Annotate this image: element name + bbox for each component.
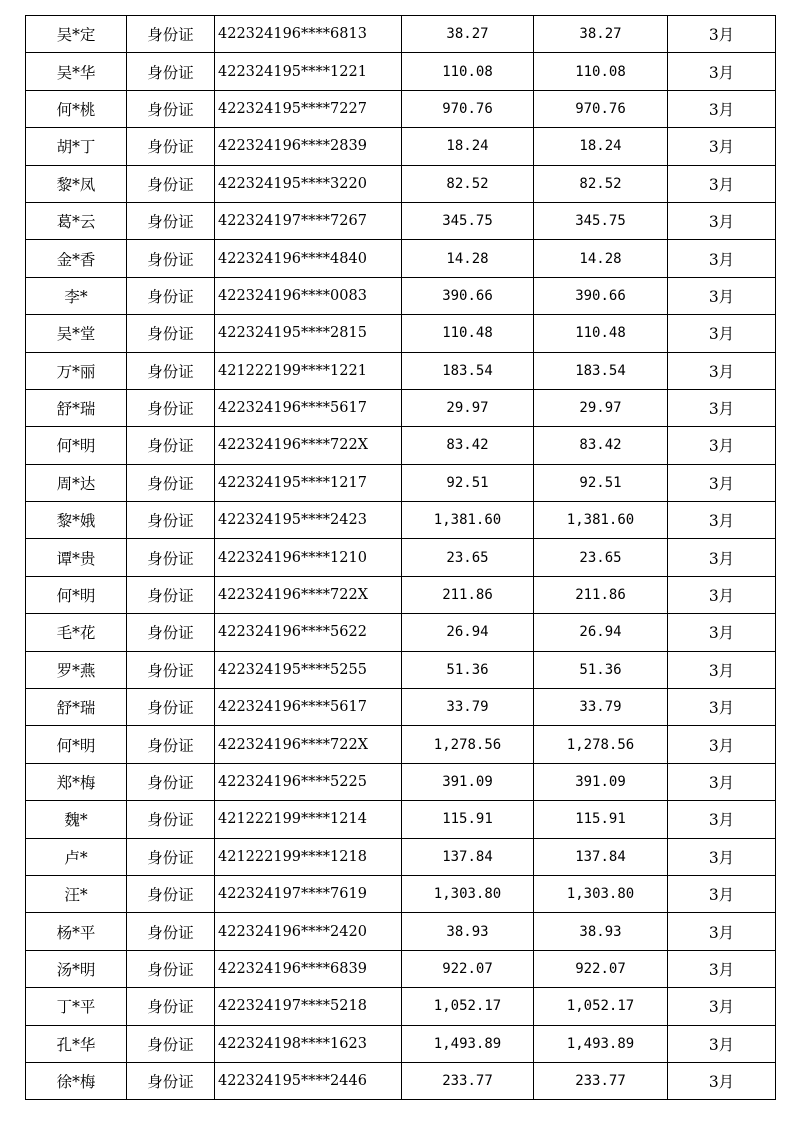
id-type-cell: 身份证 xyxy=(127,726,215,763)
amount-cell: 115.91 xyxy=(402,801,534,838)
table-row xyxy=(26,352,776,389)
id-type-cell: 身份证 xyxy=(127,763,215,800)
subsidy-amount-cell: 83.42 xyxy=(534,427,668,464)
amount-cell: 82.52 xyxy=(402,165,534,202)
name-cell: 毛*花 xyxy=(26,614,127,651)
month-cell: 3月 xyxy=(668,726,776,763)
subsidy-amount-cell: 345.75 xyxy=(534,202,668,239)
amount-cell: 1,303.80 xyxy=(402,875,534,912)
month-cell: 3月 xyxy=(668,165,776,202)
table-row xyxy=(26,202,776,239)
month-cell: 3月 xyxy=(668,277,776,314)
amount-cell: 92.51 xyxy=(402,464,534,501)
id-type-cell: 身份证 xyxy=(127,689,215,726)
subsidy-amount-cell: 233.77 xyxy=(534,1062,668,1099)
id-type-cell: 身份证 xyxy=(127,389,215,426)
subsidy-amount-cell: 18.24 xyxy=(534,128,668,165)
id-number-cell: 422324195****2423 xyxy=(215,502,402,539)
amount-cell: 38.93 xyxy=(402,913,534,950)
id-type-cell: 身份证 xyxy=(127,1025,215,1062)
id-number-cell: 422324198****1623 xyxy=(215,1025,402,1062)
subsidy-amount-cell: 1,052.17 xyxy=(534,988,668,1025)
amount-cell: 33.79 xyxy=(402,689,534,726)
name-cell: 郑*梅 xyxy=(26,763,127,800)
name-cell: 杨*平 xyxy=(26,913,127,950)
id-type-cell: 身份证 xyxy=(127,950,215,987)
month-cell: 3月 xyxy=(668,950,776,987)
name-cell: 卢* xyxy=(26,838,127,875)
month-cell: 3月 xyxy=(668,1025,776,1062)
id-number-cell: 422324197****7267 xyxy=(215,202,402,239)
subsidy-amount-cell: 390.66 xyxy=(534,277,668,314)
month-cell: 3月 xyxy=(668,689,776,726)
name-cell: 魏* xyxy=(26,801,127,838)
id-number-cell: 421222199****1221 xyxy=(215,352,402,389)
id-number-cell: 422324196****1210 xyxy=(215,539,402,576)
month-cell: 3月 xyxy=(668,53,776,90)
id-number-cell: 421222199****1218 xyxy=(215,838,402,875)
month-cell: 3月 xyxy=(668,539,776,576)
id-number-cell: 422324195****2815 xyxy=(215,315,402,352)
subsidy-amount-cell: 391.09 xyxy=(534,763,668,800)
table-row xyxy=(26,1062,776,1099)
id-type-cell: 身份证 xyxy=(127,315,215,352)
table-row xyxy=(26,651,776,688)
name-cell: 舒*瑞 xyxy=(26,389,127,426)
name-cell: 何*明 xyxy=(26,726,127,763)
id-type-cell: 身份证 xyxy=(127,502,215,539)
table-row xyxy=(26,165,776,202)
subsidy-amount-cell: 29.97 xyxy=(534,389,668,426)
subsidy-amount-cell: 51.36 xyxy=(534,651,668,688)
subsidy-amount-cell: 92.51 xyxy=(534,464,668,501)
subsidy-amount-cell: 14.28 xyxy=(534,240,668,277)
amount-cell: 1,493.89 xyxy=(402,1025,534,1062)
amount-cell: 970.76 xyxy=(402,90,534,127)
amount-cell: 922.07 xyxy=(402,950,534,987)
name-cell: 葛*云 xyxy=(26,202,127,239)
subsidy-amount-cell: 38.27 xyxy=(534,16,668,53)
table-row xyxy=(26,315,776,352)
id-type-cell: 身份证 xyxy=(127,576,215,613)
month-cell: 3月 xyxy=(668,16,776,53)
table-row xyxy=(26,539,776,576)
id-number-cell: 422324197****7619 xyxy=(215,875,402,912)
id-type-cell: 身份证 xyxy=(127,352,215,389)
id-type-cell: 身份证 xyxy=(127,875,215,912)
subsidy-amount-cell: 922.07 xyxy=(534,950,668,987)
amount-cell: 26.94 xyxy=(402,614,534,651)
subsidy-amount-cell: 110.08 xyxy=(534,53,668,90)
subsidy-amount-cell: 970.76 xyxy=(534,90,668,127)
id-number-cell: 422324196****722X xyxy=(215,576,402,613)
month-cell: 3月 xyxy=(668,763,776,800)
id-number-cell: 422324196****6813 xyxy=(215,16,402,53)
amount-cell: 110.08 xyxy=(402,53,534,90)
table-row xyxy=(26,801,776,838)
id-number-cell: 422324196****5225 xyxy=(215,763,402,800)
id-number-cell: 422324196****0083 xyxy=(215,277,402,314)
id-number-cell: 422324196****2839 xyxy=(215,128,402,165)
id-number-cell: 422324196****722X xyxy=(215,427,402,464)
id-number-cell: 422324195****2446 xyxy=(215,1062,402,1099)
table-row xyxy=(26,576,776,613)
amount-cell: 137.84 xyxy=(402,838,534,875)
month-cell: 3月 xyxy=(668,1062,776,1099)
id-number-cell: 422324196****5617 xyxy=(215,689,402,726)
table-row xyxy=(26,277,776,314)
month-cell: 3月 xyxy=(668,90,776,127)
name-cell: 周*达 xyxy=(26,464,127,501)
subsidy-amount-cell: 1,381.60 xyxy=(534,502,668,539)
id-number-cell: 422324195****1217 xyxy=(215,464,402,501)
id-number-cell: 422324195****1221 xyxy=(215,53,402,90)
name-cell: 吴*华 xyxy=(26,53,127,90)
table-row xyxy=(26,128,776,165)
month-cell: 3月 xyxy=(668,352,776,389)
subsidy-amount-cell: 115.91 xyxy=(534,801,668,838)
month-cell: 3月 xyxy=(668,315,776,352)
name-cell: 吴*定 xyxy=(26,16,127,53)
subsidy-amount-cell: 1,303.80 xyxy=(534,875,668,912)
name-cell: 何*明 xyxy=(26,427,127,464)
name-cell: 何*明 xyxy=(26,576,127,613)
name-cell: 汪* xyxy=(26,875,127,912)
id-type-cell: 身份证 xyxy=(127,165,215,202)
table-row xyxy=(26,726,776,763)
amount-cell: 1,052.17 xyxy=(402,988,534,1025)
id-type-cell: 身份证 xyxy=(127,464,215,501)
roster-table xyxy=(25,15,776,1100)
subsidy-amount-cell: 23.65 xyxy=(534,539,668,576)
table-row xyxy=(26,502,776,539)
amount-cell: 51.36 xyxy=(402,651,534,688)
table-row xyxy=(26,1025,776,1062)
month-cell: 3月 xyxy=(668,614,776,651)
table-row xyxy=(26,950,776,987)
id-number-cell: 422324195****5255 xyxy=(215,651,402,688)
amount-cell: 211.86 xyxy=(402,576,534,613)
month-cell: 3月 xyxy=(668,913,776,950)
table-row xyxy=(26,90,776,127)
id-number-cell: 421222199****1214 xyxy=(215,801,402,838)
table-row xyxy=(26,53,776,90)
table-row xyxy=(26,913,776,950)
id-type-cell: 身份证 xyxy=(127,539,215,576)
amount-cell: 390.66 xyxy=(402,277,534,314)
amount-cell: 83.42 xyxy=(402,427,534,464)
table-row xyxy=(26,240,776,277)
name-cell: 金*香 xyxy=(26,240,127,277)
id-number-cell: 422324196****6839 xyxy=(215,950,402,987)
id-type-cell: 身份证 xyxy=(127,913,215,950)
subsidy-amount-cell: 137.84 xyxy=(534,838,668,875)
id-type-cell: 身份证 xyxy=(127,651,215,688)
id-number-cell: 422324195****7227 xyxy=(215,90,402,127)
name-cell: 丁*平 xyxy=(26,988,127,1025)
month-cell: 3月 xyxy=(668,838,776,875)
amount-cell: 1,381.60 xyxy=(402,502,534,539)
id-type-cell: 身份证 xyxy=(127,427,215,464)
month-cell: 3月 xyxy=(668,502,776,539)
name-cell: 万*丽 xyxy=(26,352,127,389)
id-type-cell: 身份证 xyxy=(127,838,215,875)
subsidy-amount-cell: 1,278.56 xyxy=(534,726,668,763)
name-cell: 何*桃 xyxy=(26,90,127,127)
month-cell: 3月 xyxy=(668,389,776,426)
name-cell: 黎*凤 xyxy=(26,165,127,202)
id-number-cell: 422324196****722X xyxy=(215,726,402,763)
id-type-cell: 身份证 xyxy=(127,90,215,127)
month-cell: 3月 xyxy=(668,427,776,464)
id-type-cell: 身份证 xyxy=(127,240,215,277)
amount-cell: 233.77 xyxy=(402,1062,534,1099)
id-number-cell: 422324196****5622 xyxy=(215,614,402,651)
name-cell: 孔*华 xyxy=(26,1025,127,1062)
table-row xyxy=(26,875,776,912)
table-row xyxy=(26,988,776,1025)
subsidy-amount-cell: 33.79 xyxy=(534,689,668,726)
table-row xyxy=(26,689,776,726)
name-cell: 胡*丁 xyxy=(26,128,127,165)
subsidy-amount-cell: 110.48 xyxy=(534,315,668,352)
roster-body xyxy=(26,16,776,1100)
amount-cell: 183.54 xyxy=(402,352,534,389)
id-number-cell: 422324196****5617 xyxy=(215,389,402,426)
month-cell: 3月 xyxy=(668,875,776,912)
id-type-cell: 身份证 xyxy=(127,1062,215,1099)
id-type-cell: 身份证 xyxy=(127,801,215,838)
amount-cell: 18.24 xyxy=(402,128,534,165)
month-cell: 3月 xyxy=(668,651,776,688)
name-cell: 罗*燕 xyxy=(26,651,127,688)
name-cell: 吴*堂 xyxy=(26,315,127,352)
table-row xyxy=(26,464,776,501)
subsidy-amount-cell: 183.54 xyxy=(534,352,668,389)
month-cell: 3月 xyxy=(668,988,776,1025)
subsidy-amount-cell: 38.93 xyxy=(534,913,668,950)
id-type-cell: 身份证 xyxy=(127,988,215,1025)
table-row xyxy=(26,389,776,426)
month-cell: 3月 xyxy=(668,240,776,277)
id-number-cell: 422324197****5218 xyxy=(215,988,402,1025)
amount-cell: 391.09 xyxy=(402,763,534,800)
month-cell: 3月 xyxy=(668,464,776,501)
name-cell: 汤*明 xyxy=(26,950,127,987)
id-type-cell: 身份证 xyxy=(127,16,215,53)
subsidy-amount-cell: 26.94 xyxy=(534,614,668,651)
amount-cell: 345.75 xyxy=(402,202,534,239)
amount-cell: 14.28 xyxy=(402,240,534,277)
table-row xyxy=(26,763,776,800)
amount-cell: 110.48 xyxy=(402,315,534,352)
id-type-cell: 身份证 xyxy=(127,53,215,90)
month-cell: 3月 xyxy=(668,202,776,239)
table-row xyxy=(26,614,776,651)
table-row xyxy=(26,16,776,53)
month-cell: 3月 xyxy=(668,576,776,613)
month-cell: 3月 xyxy=(668,128,776,165)
amount-cell: 23.65 xyxy=(402,539,534,576)
name-cell: 徐*梅 xyxy=(26,1062,127,1099)
table-row xyxy=(26,838,776,875)
name-cell: 黎*娥 xyxy=(26,502,127,539)
table-row xyxy=(26,427,776,464)
name-cell: 谭*贵 xyxy=(26,539,127,576)
id-type-cell: 身份证 xyxy=(127,277,215,314)
name-cell: 李* xyxy=(26,277,127,314)
id-number-cell: 422324196****4840 xyxy=(215,240,402,277)
id-type-cell: 身份证 xyxy=(127,614,215,651)
amount-cell: 38.27 xyxy=(402,16,534,53)
subsidy-amount-cell: 211.86 xyxy=(534,576,668,613)
subsidy-amount-cell: 82.52 xyxy=(534,165,668,202)
id-type-cell: 身份证 xyxy=(127,202,215,239)
id-number-cell: 422324195****3220 xyxy=(215,165,402,202)
id-number-cell: 422324196****2420 xyxy=(215,913,402,950)
amount-cell: 1,278.56 xyxy=(402,726,534,763)
month-cell: 3月 xyxy=(668,801,776,838)
name-cell: 舒*瑞 xyxy=(26,689,127,726)
amount-cell: 29.97 xyxy=(402,389,534,426)
id-type-cell: 身份证 xyxy=(127,128,215,165)
subsidy-amount-cell: 1,493.89 xyxy=(534,1025,668,1062)
